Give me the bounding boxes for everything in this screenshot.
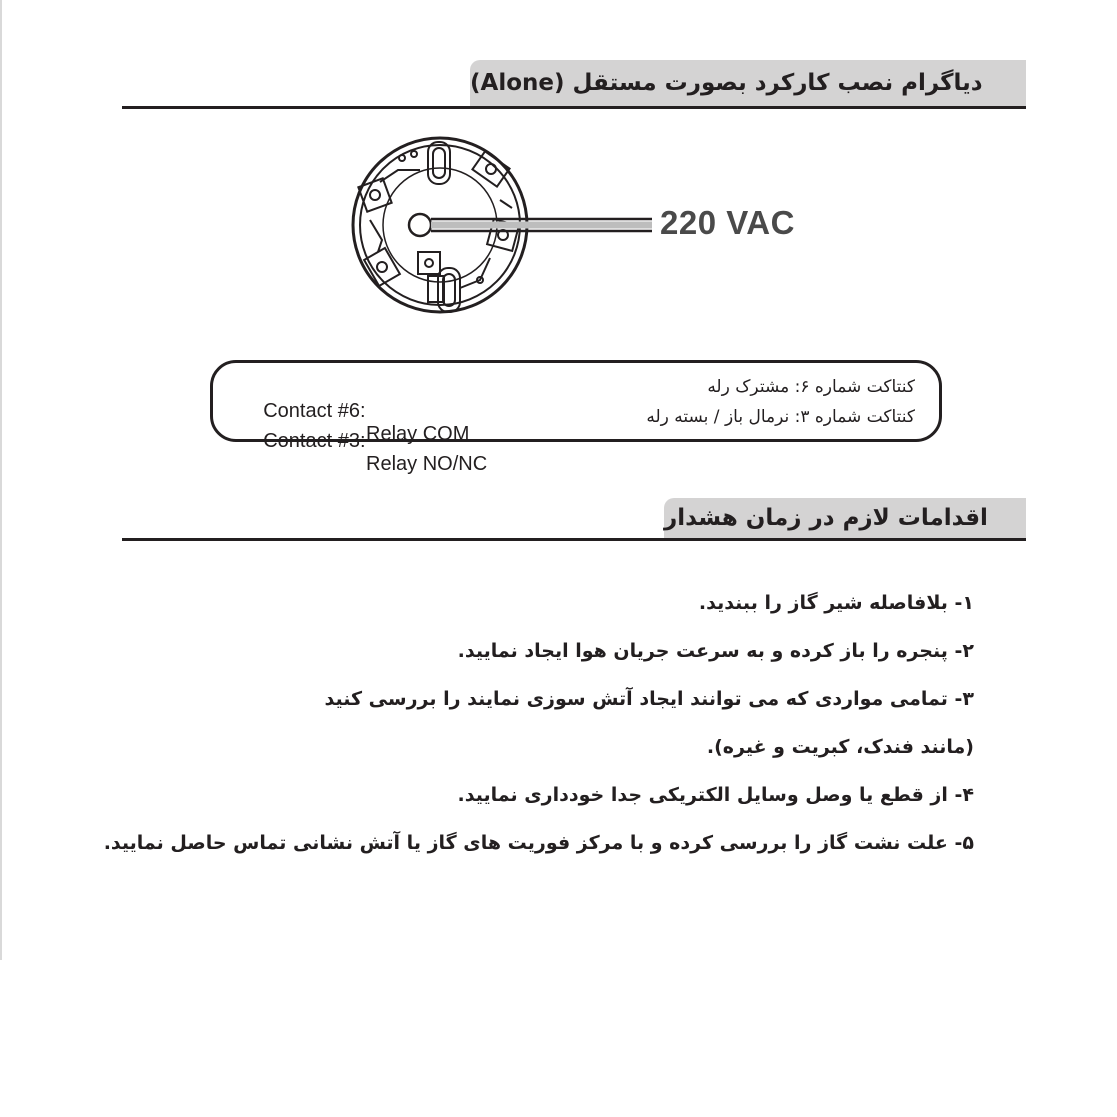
contact-6-label: Contact #6: bbox=[263, 400, 366, 422]
contact-legend-box bbox=[210, 360, 942, 475]
list-item: ۵- علت نشت گاز را بررسی کرده و با مرکز فوریت های گاز یا آتش نشانی تماس حاصل نمایید. bbox=[103, 832, 974, 854]
alarm-heading-text: اقدامات لازم در زمان هشدار bbox=[664, 505, 988, 531]
power-supply-label: 220 VAC bbox=[660, 204, 795, 241]
wire-lead-icon bbox=[409, 214, 652, 236]
contact-3-persian: کنتاکت شماره ۳: نرمال باز / بسته رله bbox=[646, 407, 915, 427]
diagram-section-heading bbox=[470, 60, 1026, 106]
list-item: ۲- پنجره را باز کرده و به سرعت جریان هوا ایجاد نمایید. bbox=[457, 640, 974, 662]
contact-3-label: Contact #3: bbox=[263, 430, 366, 452]
list-item: ۳- تمامی مواردی که می توانند ایجاد آتش سوزی نمایند را بررسی کنید bbox=[324, 688, 974, 710]
list-item: (مانند فندک، کبریت و غیره). bbox=[706, 736, 974, 758]
alarm-steps-list bbox=[103, 584, 974, 872]
alarm-section-heading bbox=[664, 498, 1026, 538]
diagram-heading-text: دیاگرام نصب کارکرد بصورت مستقل (Alone) bbox=[470, 70, 983, 96]
list-item: ۴- از قطع یا وصل وسایل الکتریکی جدا خودداری نمایید. bbox=[457, 784, 974, 806]
contact-6-persian: کنتاکت شماره ۶: مشترک رله bbox=[707, 377, 915, 397]
section-divider bbox=[122, 538, 1026, 541]
list-item: ۱- بلافاصله شیر گاز را ببندید. bbox=[698, 592, 974, 614]
section-divider bbox=[122, 106, 1026, 109]
page-left-edge bbox=[0, 0, 2, 960]
contact-6-value: Relay COM bbox=[366, 423, 470, 445]
contact-3-value: Relay NO/NC bbox=[366, 453, 488, 475]
